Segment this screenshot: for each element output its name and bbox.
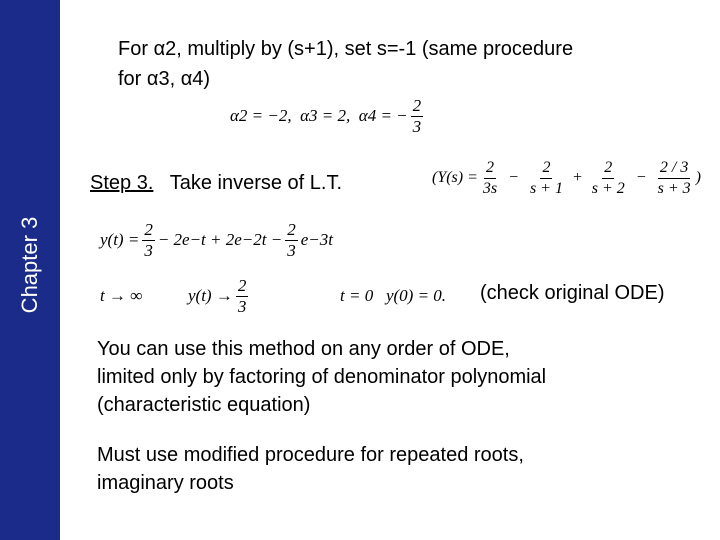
alpha-4-fraction <box>411 96 424 137</box>
yt-fraction-2-den: 3 <box>287 240 296 260</box>
alpha-4-denominator: 3 <box>412 116 422 136</box>
limit-fraction-num: 2 <box>237 275 247 295</box>
yt-fraction-1-num: 2 <box>144 219 153 239</box>
limit-fraction-den: 3 <box>237 296 247 316</box>
yt-lhs: y(t) = <box>100 230 140 249</box>
Ys-minus-2: − <box>635 169 647 186</box>
para-1-line-2: limited only by factoring of denominator polynomial <box>97 366 547 388</box>
yt-tail-term: e−3t <box>300 230 333 249</box>
initial-t0: t = 0 <box>340 286 374 305</box>
Ys-term-4-num: 2 / 3 <box>658 158 690 179</box>
Ys-term-4-den: s + 3 <box>657 179 691 197</box>
limit-y-value <box>188 270 251 322</box>
alpha-2-value: α2 = −2, <box>230 106 292 125</box>
intro-line-2-pre: for <box>118 68 147 90</box>
Ys-minus-1: − <box>508 169 519 186</box>
intro-line-1-pre: For <box>118 38 154 60</box>
intro-line-2 <box>118 66 210 92</box>
yt-fraction-2 <box>285 220 298 261</box>
chapter-label: Chapter 3 <box>17 216 42 314</box>
Ys-close: ) <box>695 169 701 186</box>
Ys-term-4 <box>656 158 693 199</box>
step-3-text: Take inverse of L.T. <box>169 172 343 194</box>
intro-line-1 <box>118 36 573 62</box>
Ys-term-1-num: 2 <box>484 158 496 179</box>
Ys-term-2-den: s + 1 <box>529 179 563 197</box>
Ys-term-1-den: 3s <box>482 179 498 197</box>
Ys-equation <box>432 152 701 204</box>
initial-y0: y(0) = 0. <box>385 286 447 305</box>
yt-middle-terms: − 2e−t + 2e−2t − <box>157 230 283 249</box>
Ys-term-3-den: s + 2 <box>591 179 625 197</box>
yt-fraction-2-num: 2 <box>287 219 296 239</box>
check-ode-note: (check original ODE) <box>480 282 665 304</box>
Ys-plus: + <box>571 169 583 186</box>
alpha-4-numerator: 2 <box>412 95 422 115</box>
limit-t-inf: t → ∞ <box>100 286 143 305</box>
yt-equation <box>100 214 333 266</box>
intro-line-1-post: , multiply by (s+1), set s=-1 (same procedure <box>176 38 574 60</box>
limit-t-infinity <box>100 270 142 322</box>
Ys-term-1 <box>481 158 499 199</box>
alpha-4-value: α4 = − <box>358 106 408 125</box>
intro-line-2-post: ) <box>203 68 211 90</box>
chapter-sidebar <box>0 0 60 540</box>
para-1-line-1: You can use this method on any order of ODE, <box>97 338 510 360</box>
alpha-2-symbol: α2 <box>153 38 177 60</box>
initial-condition <box>340 270 446 322</box>
para-2-line-2: imaginary roots <box>97 472 234 494</box>
alpha-3-value: α3 = 2, <box>300 106 351 125</box>
step-3-label: Step 3. <box>90 172 154 194</box>
para-2-line-1: Must use modified procedure for repeated roots, <box>97 444 524 466</box>
Ys-lhs: (Y(s) = <box>432 169 478 186</box>
yt-fraction-1-den: 3 <box>144 240 153 260</box>
Ys-term-3-num: 2 <box>602 158 614 179</box>
Ys-term-2-num: 2 <box>540 158 552 179</box>
limit-fraction <box>236 276 249 317</box>
Ys-term-3 <box>590 158 627 199</box>
alpha-values-equation <box>230 90 426 142</box>
limit-y-lhs: y(t) → <box>188 286 233 305</box>
para-1-line-3: (characteristic equation) <box>97 394 311 416</box>
yt-fraction-1 <box>142 220 155 261</box>
alpha-34-symbols: α3, α4 <box>146 68 204 90</box>
step-3-line <box>90 170 342 196</box>
Ys-term-2 <box>528 158 565 199</box>
